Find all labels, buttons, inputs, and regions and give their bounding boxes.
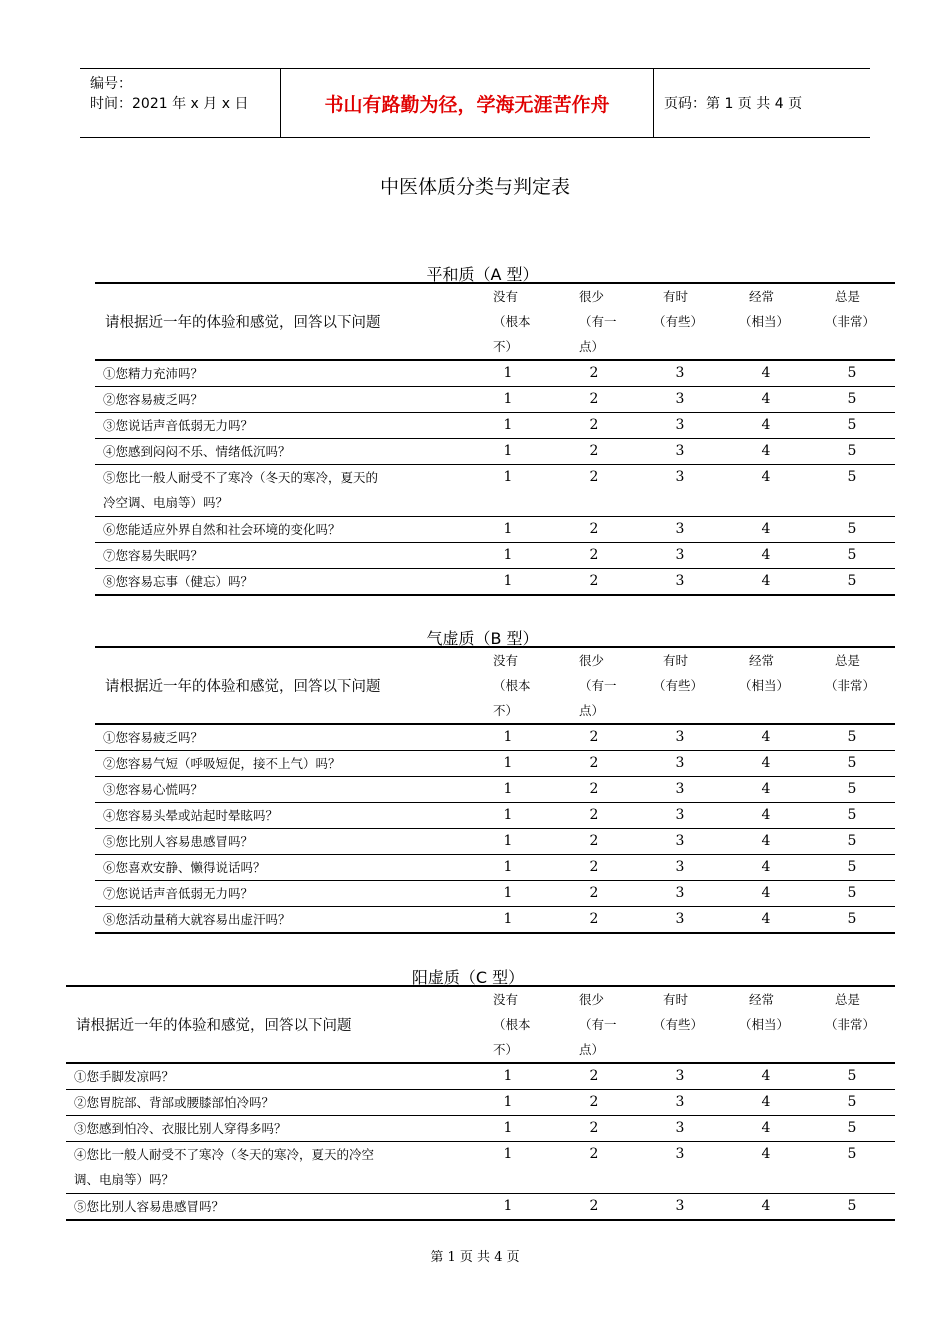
- table-row: [66, 1063, 895, 1090]
- score-option[interactable]: 1: [465, 569, 551, 596]
- option-label-line: （相当）: [739, 1017, 790, 1032]
- question-text: ③您说话声音低弱无力吗？: [103, 418, 254, 433]
- question-cell: [95, 777, 465, 803]
- question-text: ⑤您比别人容易患感冒吗？: [74, 1199, 225, 1214]
- question-text: ⑤您比一般人耐受不了寒冷（冬天的寒冷，夏天的: [103, 470, 379, 485]
- score-option[interactable]: 4: [723, 907, 809, 934]
- score-option[interactable]: 3: [637, 1194, 723, 1221]
- option-label-line: （非常）: [825, 314, 876, 329]
- score-option[interactable]: 2: [551, 569, 637, 596]
- option-label-line: （相当）: [739, 314, 790, 329]
- option-label-line: 经常: [749, 992, 775, 1007]
- score-option[interactable]: 4: [723, 360, 809, 387]
- option-label-line: 很少: [579, 289, 605, 304]
- option-label-line: （有一: [579, 678, 617, 693]
- score-option[interactable]: 3: [637, 751, 723, 777]
- question-cell: [66, 1194, 465, 1221]
- option-label-line: 点）: [579, 1042, 605, 1057]
- score-option[interactable]: 5: [809, 360, 895, 387]
- score-option[interactable]: 2: [551, 724, 637, 751]
- score-option[interactable]: 2: [551, 413, 637, 439]
- score-option[interactable]: 5: [809, 829, 895, 855]
- score-option[interactable]: 5: [809, 1090, 895, 1116]
- table-row: [95, 465, 895, 517]
- option-label-line: （非常）: [825, 1017, 876, 1032]
- score-option[interactable]: 4: [723, 413, 809, 439]
- question-text: ②您胃脘部、背部或腰膝部怕冷吗？: [74, 1095, 275, 1110]
- score-option[interactable]: 2: [551, 881, 637, 907]
- question-cell: [95, 413, 465, 439]
- table-row: [95, 360, 895, 387]
- option-label-line: 点）: [579, 703, 605, 718]
- score-option[interactable]: 4: [723, 1142, 809, 1194]
- question-text: ①您手脚发凉吗？: [74, 1069, 175, 1084]
- score-option[interactable]: 5: [809, 1194, 895, 1221]
- option-label-line: 没有: [493, 289, 519, 304]
- score-option[interactable]: 3: [637, 724, 723, 751]
- column-header-option: [723, 647, 809, 724]
- score-option[interactable]: 5: [809, 803, 895, 829]
- option-label-line: 总是: [835, 992, 861, 1007]
- score-option[interactable]: 3: [637, 543, 723, 569]
- score-option[interactable]: 3: [637, 1116, 723, 1142]
- score-option[interactable]: 2: [551, 517, 637, 543]
- score-option[interactable]: 2: [551, 543, 637, 569]
- score-option[interactable]: 4: [723, 465, 809, 517]
- column-header-option: [551, 647, 637, 724]
- column-header-option: [637, 283, 723, 360]
- question-cell: [95, 855, 465, 881]
- option-label-line: 很少: [579, 992, 605, 1007]
- option-label-line: 点）: [579, 339, 605, 354]
- column-header-option: [723, 283, 809, 360]
- score-option[interactable]: 4: [723, 855, 809, 881]
- questionnaire-table-c: [66, 985, 895, 1221]
- question-cell: [66, 1090, 465, 1116]
- column-header-question: 请根据近一年的体验和感觉，回答以下问题: [95, 283, 465, 360]
- column-header-option: [551, 283, 637, 360]
- option-label-line: （根本: [493, 678, 531, 693]
- question-text: 冷空调、电扇等）吗？: [103, 495, 229, 510]
- option-label-line: 不）: [493, 339, 519, 354]
- option-label-line: 不）: [493, 1042, 519, 1057]
- table-row: [95, 387, 895, 413]
- question-cell: [95, 517, 465, 543]
- option-label-line: [653, 334, 723, 359]
- score-option[interactable]: 5: [809, 439, 895, 465]
- score-option[interactable]: 3: [637, 439, 723, 465]
- section-title-c: 阳虚质（C 型）: [411, 968, 525, 987]
- question-text: 调、电扇等）吗？: [74, 1172, 175, 1187]
- score-option[interactable]: 5: [809, 569, 895, 596]
- score-option[interactable]: 1: [465, 543, 551, 569]
- question-text: ⑧您容易忘事（健忘）吗？: [103, 574, 254, 589]
- question-text: ⑦您容易失眠吗？: [103, 548, 204, 563]
- option-label-line: 有时: [663, 289, 689, 304]
- question-cell: [95, 387, 465, 413]
- option-label-line: [825, 698, 895, 723]
- table-header-row: [95, 647, 895, 724]
- table-row: [66, 1116, 895, 1142]
- score-option[interactable]: 5: [809, 543, 895, 569]
- table-row: [66, 1194, 895, 1221]
- question-text: ③您感到怕冷、衣服比别人穿得多吗？: [74, 1121, 287, 1136]
- score-option[interactable]: 5: [809, 465, 895, 517]
- option-label-line: [653, 698, 723, 723]
- option-label-line: 很少: [579, 653, 605, 668]
- score-option[interactable]: 3: [637, 855, 723, 881]
- score-option[interactable]: 2: [551, 829, 637, 855]
- score-option[interactable]: 5: [809, 855, 895, 881]
- score-option[interactable]: 5: [809, 387, 895, 413]
- score-option[interactable]: 1: [465, 413, 551, 439]
- option-label-line: 经常: [749, 289, 775, 304]
- score-option[interactable]: 4: [723, 1194, 809, 1221]
- column-header-option: [465, 647, 551, 724]
- column-header-question: 请根据近一年的体验和感觉，回答以下问题: [95, 647, 465, 724]
- table-row: [95, 803, 895, 829]
- question-text: ③您容易心慌吗？: [103, 782, 204, 797]
- score-option[interactable]: 1: [465, 881, 551, 907]
- column-header-question: 请根据近一年的体验和感觉，回答以下问题: [66, 986, 465, 1063]
- score-option[interactable]: 2: [551, 907, 637, 934]
- option-label-line: （有些）: [653, 314, 704, 329]
- score-option[interactable]: 3: [637, 881, 723, 907]
- score-option[interactable]: 2: [551, 439, 637, 465]
- question-cell: [66, 1116, 465, 1142]
- time-label: 时间：2021 年 x 月 x 日: [90, 96, 249, 112]
- number-label: 编号：: [90, 76, 132, 92]
- question-cell: [95, 724, 465, 751]
- score-option[interactable]: 4: [723, 569, 809, 596]
- score-option[interactable]: 2: [551, 387, 637, 413]
- question-text: ⑦您说话声音低弱无力吗？: [103, 886, 254, 901]
- score-option[interactable]: 4: [723, 724, 809, 751]
- table-row: [95, 751, 895, 777]
- table-row: [66, 1090, 895, 1116]
- option-label-line: （有些）: [653, 1017, 704, 1032]
- section-title-a: 平和质（A 型）: [426, 265, 539, 284]
- option-label-line: （有一: [579, 1017, 617, 1032]
- score-option[interactable]: 3: [637, 777, 723, 803]
- score-option[interactable]: 1: [465, 777, 551, 803]
- score-option[interactable]: 2: [551, 1194, 637, 1221]
- option-label-line: 有时: [663, 992, 689, 1007]
- score-option[interactable]: 5: [809, 517, 895, 543]
- table-row: [95, 777, 895, 803]
- question-cell: [95, 751, 465, 777]
- question-text: ⑧您活动量稍大就容易出虚汗吗？: [103, 912, 291, 927]
- question-text: ①您精力充沛吗？: [103, 366, 204, 381]
- option-label-line: 没有: [493, 992, 519, 1007]
- score-option[interactable]: 4: [723, 1063, 809, 1090]
- score-option[interactable]: 1: [465, 387, 551, 413]
- question-cell: [66, 1142, 465, 1194]
- column-header-option: [809, 986, 895, 1063]
- table-row: [95, 855, 895, 881]
- score-option[interactable]: 3: [637, 1090, 723, 1116]
- score-option[interactable]: 3: [637, 1142, 723, 1194]
- score-option[interactable]: 2: [551, 855, 637, 881]
- option-label-line: 经常: [749, 653, 775, 668]
- option-label-line: [825, 1037, 895, 1062]
- score-option[interactable]: 1: [465, 855, 551, 881]
- score-option[interactable]: 4: [723, 777, 809, 803]
- table-row: [95, 907, 895, 934]
- question-text: ⑥您能适应外界自然和社会环境的变化吗？: [103, 522, 341, 537]
- score-option[interactable]: 4: [723, 881, 809, 907]
- table-header-row: [95, 283, 895, 360]
- score-option[interactable]: 1: [465, 1194, 551, 1221]
- table-row: [95, 829, 895, 855]
- score-option[interactable]: 4: [723, 387, 809, 413]
- question-text: ⑤您比别人容易患感冒吗？: [103, 834, 254, 849]
- score-option[interactable]: 2: [551, 751, 637, 777]
- table-row: [95, 413, 895, 439]
- column-header-option: [637, 647, 723, 724]
- score-option[interactable]: 4: [723, 803, 809, 829]
- score-option[interactable]: 2: [551, 803, 637, 829]
- score-option[interactable]: 5: [809, 1142, 895, 1194]
- score-option[interactable]: 2: [551, 1063, 637, 1090]
- page-footer: 第 1 页 共 4 页: [430, 1250, 520, 1265]
- score-option[interactable]: 5: [809, 751, 895, 777]
- score-option[interactable]: 1: [465, 517, 551, 543]
- score-option[interactable]: 1: [465, 1090, 551, 1116]
- score-option[interactable]: 2: [551, 1116, 637, 1142]
- score-option[interactable]: 5: [809, 777, 895, 803]
- question-text: ①您容易疲乏吗？: [103, 730, 204, 745]
- score-option[interactable]: 4: [723, 439, 809, 465]
- option-label-line: 总是: [835, 289, 861, 304]
- score-option[interactable]: 4: [723, 751, 809, 777]
- question-cell: [95, 465, 465, 517]
- score-option[interactable]: 1: [465, 1116, 551, 1142]
- column-header-option: [551, 986, 637, 1063]
- score-option[interactable]: 2: [551, 777, 637, 803]
- score-option[interactable]: 3: [637, 517, 723, 543]
- table-row: [95, 517, 895, 543]
- header-motto: 书山有路勤为径，学海无涯苦作舟: [281, 69, 654, 137]
- option-label-line: [739, 334, 809, 359]
- score-option[interactable]: 3: [637, 387, 723, 413]
- question-cell: [95, 881, 465, 907]
- table-row: [95, 724, 895, 751]
- option-label-line: [739, 698, 809, 723]
- score-option[interactable]: 3: [637, 803, 723, 829]
- score-option[interactable]: 1: [465, 803, 551, 829]
- option-label-line: [739, 1037, 809, 1062]
- score-option[interactable]: 1: [465, 907, 551, 934]
- score-option[interactable]: 1: [465, 465, 551, 517]
- option-label-line: （有些）: [653, 678, 704, 693]
- score-option[interactable]: 5: [809, 413, 895, 439]
- score-option[interactable]: 2: [551, 1090, 637, 1116]
- questionnaire-table-a: [95, 282, 895, 596]
- questionnaire-table-b: [95, 646, 895, 934]
- question-text: ②您容易疲乏吗？: [103, 392, 204, 407]
- score-option[interactable]: 3: [637, 360, 723, 387]
- option-label-line: （根本: [493, 1017, 531, 1032]
- option-label-line: 总是: [835, 653, 861, 668]
- question-text: ⑥您喜欢安静、懒得说话吗？: [103, 860, 266, 875]
- column-header-option: [465, 986, 551, 1063]
- column-header-option: [723, 986, 809, 1063]
- score-option[interactable]: 3: [637, 465, 723, 517]
- section-title-b: 气虚质（B 型）: [426, 629, 539, 648]
- option-label-line: [825, 334, 895, 359]
- question-text: ④您比一般人耐受不了寒冷（冬天的寒冷，夏天的冷空: [74, 1147, 375, 1162]
- score-option[interactable]: 5: [809, 907, 895, 934]
- page-header: [80, 68, 870, 138]
- table-row: [95, 569, 895, 596]
- header-page-label: 页码：第 1 页 共 4 页: [664, 96, 803, 112]
- score-option[interactable]: 4: [723, 1116, 809, 1142]
- column-header-option: [637, 986, 723, 1063]
- table-row: [95, 439, 895, 465]
- score-option[interactable]: 4: [723, 517, 809, 543]
- option-label-line: （相当）: [739, 678, 790, 693]
- table-row: [95, 543, 895, 569]
- option-label-line: [653, 1037, 723, 1062]
- score-option[interactable]: 5: [809, 1116, 895, 1142]
- score-option[interactable]: 1: [465, 360, 551, 387]
- score-option[interactable]: 3: [637, 569, 723, 596]
- score-option[interactable]: 5: [809, 881, 895, 907]
- column-header-option: [809, 647, 895, 724]
- score-option[interactable]: 3: [637, 829, 723, 855]
- question-cell: [95, 907, 465, 934]
- score-option[interactable]: 1: [465, 751, 551, 777]
- score-option[interactable]: 1: [465, 439, 551, 465]
- score-option[interactable]: 2: [551, 1142, 637, 1194]
- question-text: ④您感到闷闷不乐、情绪低沉吗？: [103, 444, 291, 459]
- option-label-line: 有时: [663, 653, 689, 668]
- option-label-line: 没有: [493, 653, 519, 668]
- score-option[interactable]: 3: [637, 413, 723, 439]
- question-cell: [66, 1063, 465, 1090]
- score-option[interactable]: 1: [465, 1142, 551, 1194]
- score-option[interactable]: 1: [465, 724, 551, 751]
- score-option[interactable]: 5: [809, 1063, 895, 1090]
- question-cell: [95, 543, 465, 569]
- score-option[interactable]: 2: [551, 465, 637, 517]
- score-option[interactable]: 1: [465, 1063, 551, 1090]
- document-title: 中医体质分类与判定表: [379, 176, 570, 198]
- option-label-line: 不）: [493, 703, 519, 718]
- column-header-option: [809, 283, 895, 360]
- score-option[interactable]: 2: [551, 360, 637, 387]
- column-header-option: [465, 283, 551, 360]
- score-option[interactable]: 3: [637, 1063, 723, 1090]
- question-cell: [95, 569, 465, 596]
- question-cell: [95, 439, 465, 465]
- option-label-line: （根本: [493, 314, 531, 329]
- score-option[interactable]: 4: [723, 543, 809, 569]
- question-cell: [95, 360, 465, 387]
- score-option[interactable]: 1: [465, 829, 551, 855]
- question-text: ②您容易气短（呼吸短促，接不上气）吗？: [103, 756, 341, 771]
- score-option[interactable]: 4: [723, 829, 809, 855]
- table-row: [95, 881, 895, 907]
- score-option[interactable]: 3: [637, 907, 723, 934]
- option-label-line: （非常）: [825, 678, 876, 693]
- question-text: ④您容易头晕或站起时晕眩吗？: [103, 808, 279, 823]
- question-cell: [95, 829, 465, 855]
- score-option[interactable]: 4: [723, 1090, 809, 1116]
- score-option[interactable]: 5: [809, 724, 895, 751]
- header-meta: [80, 69, 281, 137]
- option-label-line: （有一: [579, 314, 617, 329]
- question-cell: [95, 803, 465, 829]
- table-row: [66, 1142, 895, 1194]
- table-header-row: [66, 986, 895, 1063]
